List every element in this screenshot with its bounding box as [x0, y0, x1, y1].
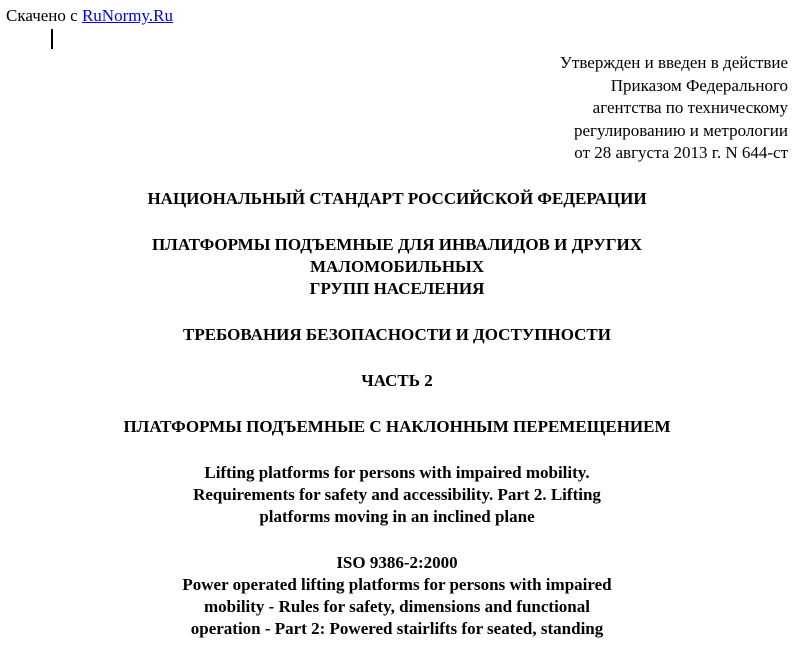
- approval-block: [428, 52, 788, 165]
- document-title-line: ПЛАТФОРМЫ ПОДЪЕМНЫЕ ДЛЯ ИНВАЛИДОВ И ДРУГИХ: [151, 235, 643, 254]
- english-title-line: Lifting platforms for persons with impaired mobility.: [204, 463, 590, 482]
- approval-line: регулированию и метрологии: [573, 120, 788, 140]
- approval-line: Приказом Федерального: [610, 75, 788, 95]
- approval-line: Утвержден и введен в действие: [559, 53, 788, 72]
- approval-line: от 28 августа 2013 г. N 644-ст: [574, 143, 788, 162]
- english-title-line: Requirements for safety and accessibility. Part 2. Lifting: [193, 485, 601, 504]
- english-title-line: platforms moving in an inclined plane: [259, 507, 535, 526]
- document-part: ЧАСТЬ 2: [361, 371, 433, 390]
- document-subtitle: ТРЕБОВАНИЯ БЕЗОПАСНОСТИ И ДОСТУПНОСТИ: [183, 325, 611, 344]
- iso-title-line: operation - Part 2: Powered stairlifts for seated, standing: [190, 619, 604, 638]
- iso-code: ISO 9386-2:2000: [336, 553, 458, 572]
- source-line: [6, 5, 173, 27]
- text-cursor: [51, 29, 53, 49]
- standard-type: НАЦИОНАЛЬНЫЙ СТАНДАРТ РОССИЙСКОЙ ФЕДЕРАЦИИ: [147, 189, 647, 208]
- source-link[interactable]: RuNormy.Ru: [81, 6, 173, 25]
- iso-title-line: mobility - Rules for safety, dimensions and functional: [203, 597, 590, 616]
- source-prefix: Скачено с: [6, 6, 82, 25]
- iso-title-line: Power operated lifting platforms for persons with impaired: [182, 575, 612, 594]
- document-title-line: ГРУПП НАСЕЛЕНИЯ: [309, 279, 485, 298]
- document-part-title: ПЛАТФОРМЫ ПОДЪЕМНЫЕ С НАКЛОННЫМ ПЕРЕМЕЩЕНИЕМ: [123, 417, 671, 436]
- document-title-line: МАЛОМОБИЛЬНЫХ: [309, 257, 485, 276]
- approval-line: агентства по техническому: [592, 98, 788, 117]
- document-main: [0, 188, 794, 640]
